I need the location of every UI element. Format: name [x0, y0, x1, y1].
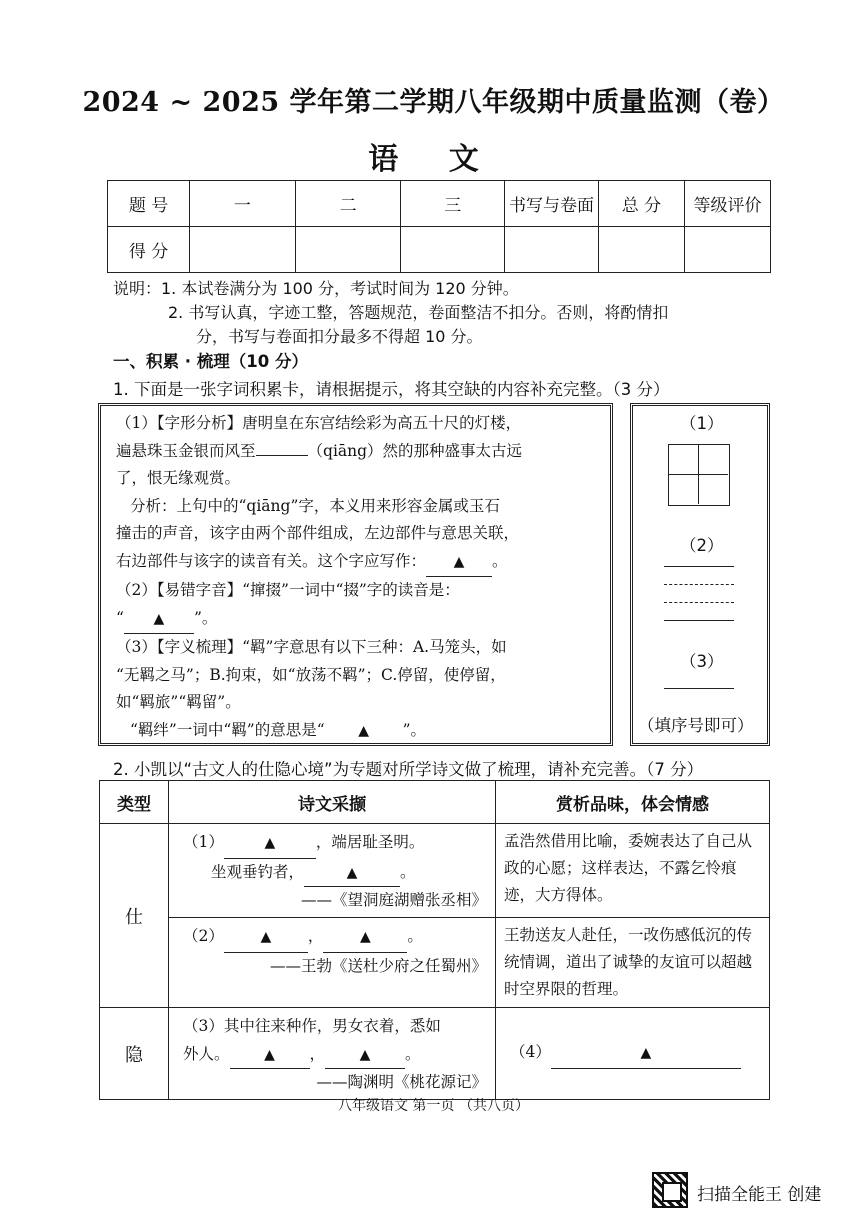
triangle-icon: ▲ — [360, 929, 371, 945]
score-header-cell: 书写与卷面 — [505, 181, 599, 227]
answer-blank[interactable] — [224, 922, 308, 953]
question-1: 1. 下面是一张字词积累卡，请根据提示，将其空缺的内容补充完整。（3 分） — [113, 380, 670, 399]
score-cell[interactable] — [190, 227, 296, 273]
poem-text: ， — [309, 1045, 326, 1063]
score-row-label: 得 分 — [108, 227, 190, 273]
score-header-cell: 二 — [295, 181, 401, 227]
triangle-icon: ▲ — [359, 1047, 371, 1063]
poem-text: 。 — [400, 863, 416, 881]
answer-blank[interactable] — [325, 1041, 405, 1069]
note-line-3: 分，书写与卷面扣分最多不得超 10 分。 — [196, 327, 483, 346]
card-line: “羁绊”一词中“羁”的意思是“ — [130, 720, 325, 739]
appreciation-text: （4） — [510, 1043, 551, 1061]
triangle-icon: ▲ — [264, 835, 276, 851]
card-line: 右边部件与该字的读音有关。这个字应写作： — [116, 551, 427, 570]
answer-blank[interactable] — [256, 455, 308, 456]
col-header-poems: 诗文采撷 — [169, 781, 496, 824]
col-header-type: 类型 — [100, 781, 169, 824]
answer-blank[interactable] — [426, 548, 492, 578]
question-2: 2. 小凯以“古文人的仕隐心境”为专题对所学诗文做了梳理，请补充完善。（7 分） — [113, 760, 704, 779]
triangle-icon: ▲ — [358, 722, 370, 739]
score-header-cell: 等级评价 — [684, 181, 770, 227]
section-heading: 一、积累 · 梳理（10 分） — [113, 352, 308, 371]
vocab-card-text — [116, 410, 606, 746]
page-footer: 八年级语文 第一页 （共八页） — [338, 1098, 529, 1114]
card-line: 分析：上句中的“qiāng”字，本义用来形容金属或玉石 — [130, 496, 500, 515]
card-line: （2）【易错字音】“撺掇”一词中“掇”字的读音是： — [116, 581, 460, 599]
poem-source: ——《望洞庭湖赠张丞相》 — [300, 891, 487, 909]
poem-source: ——陶渊明《桃花源记》 — [316, 1073, 487, 1091]
poem-text: 坐观垂钓者， — [211, 863, 305, 881]
triangle-icon: ▲ — [153, 610, 165, 627]
col-header-appreciation: 赏析品味，体会情感 — [496, 781, 770, 824]
triangle-icon: ▲ — [260, 929, 272, 945]
appreciation-text: 王勃送友人赴任，一改伤感低沉的传统情调，道出了诚挚的友谊可以超越时空界限的哲理。 — [504, 926, 753, 998]
score-cell[interactable] — [295, 227, 401, 273]
answer-line[interactable] — [664, 620, 734, 621]
card-line: （qiāng）然的那种盛事太古远 — [307, 441, 523, 460]
pinyin-guide-line — [664, 602, 734, 603]
card-line: 了，恨无缘观赏。 — [116, 469, 241, 487]
poem-text: 。 — [407, 927, 423, 945]
qr-code-icon — [652, 1172, 688, 1208]
poem-text: 。 — [405, 1045, 421, 1063]
card-line: 遍悬珠玉金银而风至 — [116, 441, 256, 460]
exam-title: 2024 ~ 2025 学年第二学期八年级期中质量监测（卷） — [82, 87, 785, 118]
triangle-icon: ▲ — [453, 553, 465, 570]
card-line: ”。 — [402, 720, 427, 739]
score-header-cell: 题 号 — [108, 181, 190, 227]
answer-line[interactable] — [664, 566, 734, 567]
poem-text: ， — [307, 927, 324, 945]
pinyin-guide-line — [664, 584, 734, 585]
answer-hint: （填序号即可） — [638, 716, 754, 735]
note-line-2: 2. 书写认真，字迹工整，答题规范，卷面整洁不扣分。否则，将酌情扣 — [168, 303, 669, 322]
score-cell[interactable] — [684, 227, 770, 273]
poem-text: ，端居耻圣明。 — [315, 833, 425, 851]
card-line: ”。 — [193, 608, 218, 627]
score-cell[interactable] — [598, 227, 684, 273]
answer-blank[interactable] — [323, 922, 407, 953]
card-line: （1）【字形分析】唐明皇在东宫结绘彩为高五十尺的灯楼， — [116, 414, 522, 432]
triangle-icon: ▲ — [346, 865, 358, 881]
score-header-cell: 总 分 — [598, 181, 684, 227]
card-line: 撞击的声音，该字由两个部件组成，左边部件与意思关联， — [116, 524, 520, 542]
poem-source: ——王勃《送杜少府之任蜀州》 — [269, 957, 487, 975]
score-cell[interactable] — [505, 227, 599, 273]
answer-label-2: （2） — [680, 536, 724, 555]
type-yin: 隐 — [100, 1008, 169, 1100]
poem-table — [99, 780, 770, 1100]
score-header-cell: 一 — [190, 181, 296, 227]
note-line-1: 说明：1. 本试卷满分为 100 分，考试时间为 120 分钟。 — [113, 279, 519, 298]
scanner-watermark: 扫描全能王 创建 — [697, 1185, 822, 1205]
triangle-icon: ▲ — [640, 1045, 652, 1061]
answer-blank[interactable] — [304, 859, 400, 887]
answer-blank[interactable] — [224, 828, 316, 859]
answer-blank[interactable] — [551, 1038, 741, 1069]
answer-blank[interactable] — [325, 717, 403, 747]
card-line: （3）【字义梳理】“羁”字意思有以下三种：A.马笼头，如 — [116, 638, 507, 656]
answer-blank[interactable] — [230, 1041, 310, 1069]
triangle-icon: ▲ — [264, 1047, 275, 1063]
score-header-cell: 三 — [401, 181, 505, 227]
poem-text: 外人。 — [183, 1045, 230, 1063]
card-line: 。 — [492, 551, 508, 570]
poem-text: （3）其中往来种作，男女衣着，悉如 — [183, 1017, 441, 1035]
type-shi: 仕 — [100, 824, 169, 1008]
character-grid[interactable] — [668, 444, 730, 506]
answer-line[interactable] — [664, 688, 734, 689]
appreciation-text: 孟浩然借用比喻，委婉表达了自己从政的心愿；这样表达，不露乞怜痕迹，大方得体。 — [504, 832, 753, 904]
subject-title: 语 文 — [368, 142, 499, 177]
poem-text: （2） — [183, 927, 224, 945]
answer-blank[interactable] — [124, 605, 194, 635]
score-table — [107, 180, 771, 273]
card-line: 如“羁旅”“羁留”。 — [116, 693, 241, 711]
score-cell[interactable] — [401, 227, 505, 273]
poem-text: （1） — [183, 833, 224, 851]
card-line: “无羁之马”；B.拘束，如“放荡不羁”；C.停留，使停留， — [116, 665, 506, 684]
card-line: “ — [116, 608, 124, 627]
answer-label-3: （3） — [680, 652, 724, 671]
answer-label-1: （1） — [680, 414, 724, 433]
